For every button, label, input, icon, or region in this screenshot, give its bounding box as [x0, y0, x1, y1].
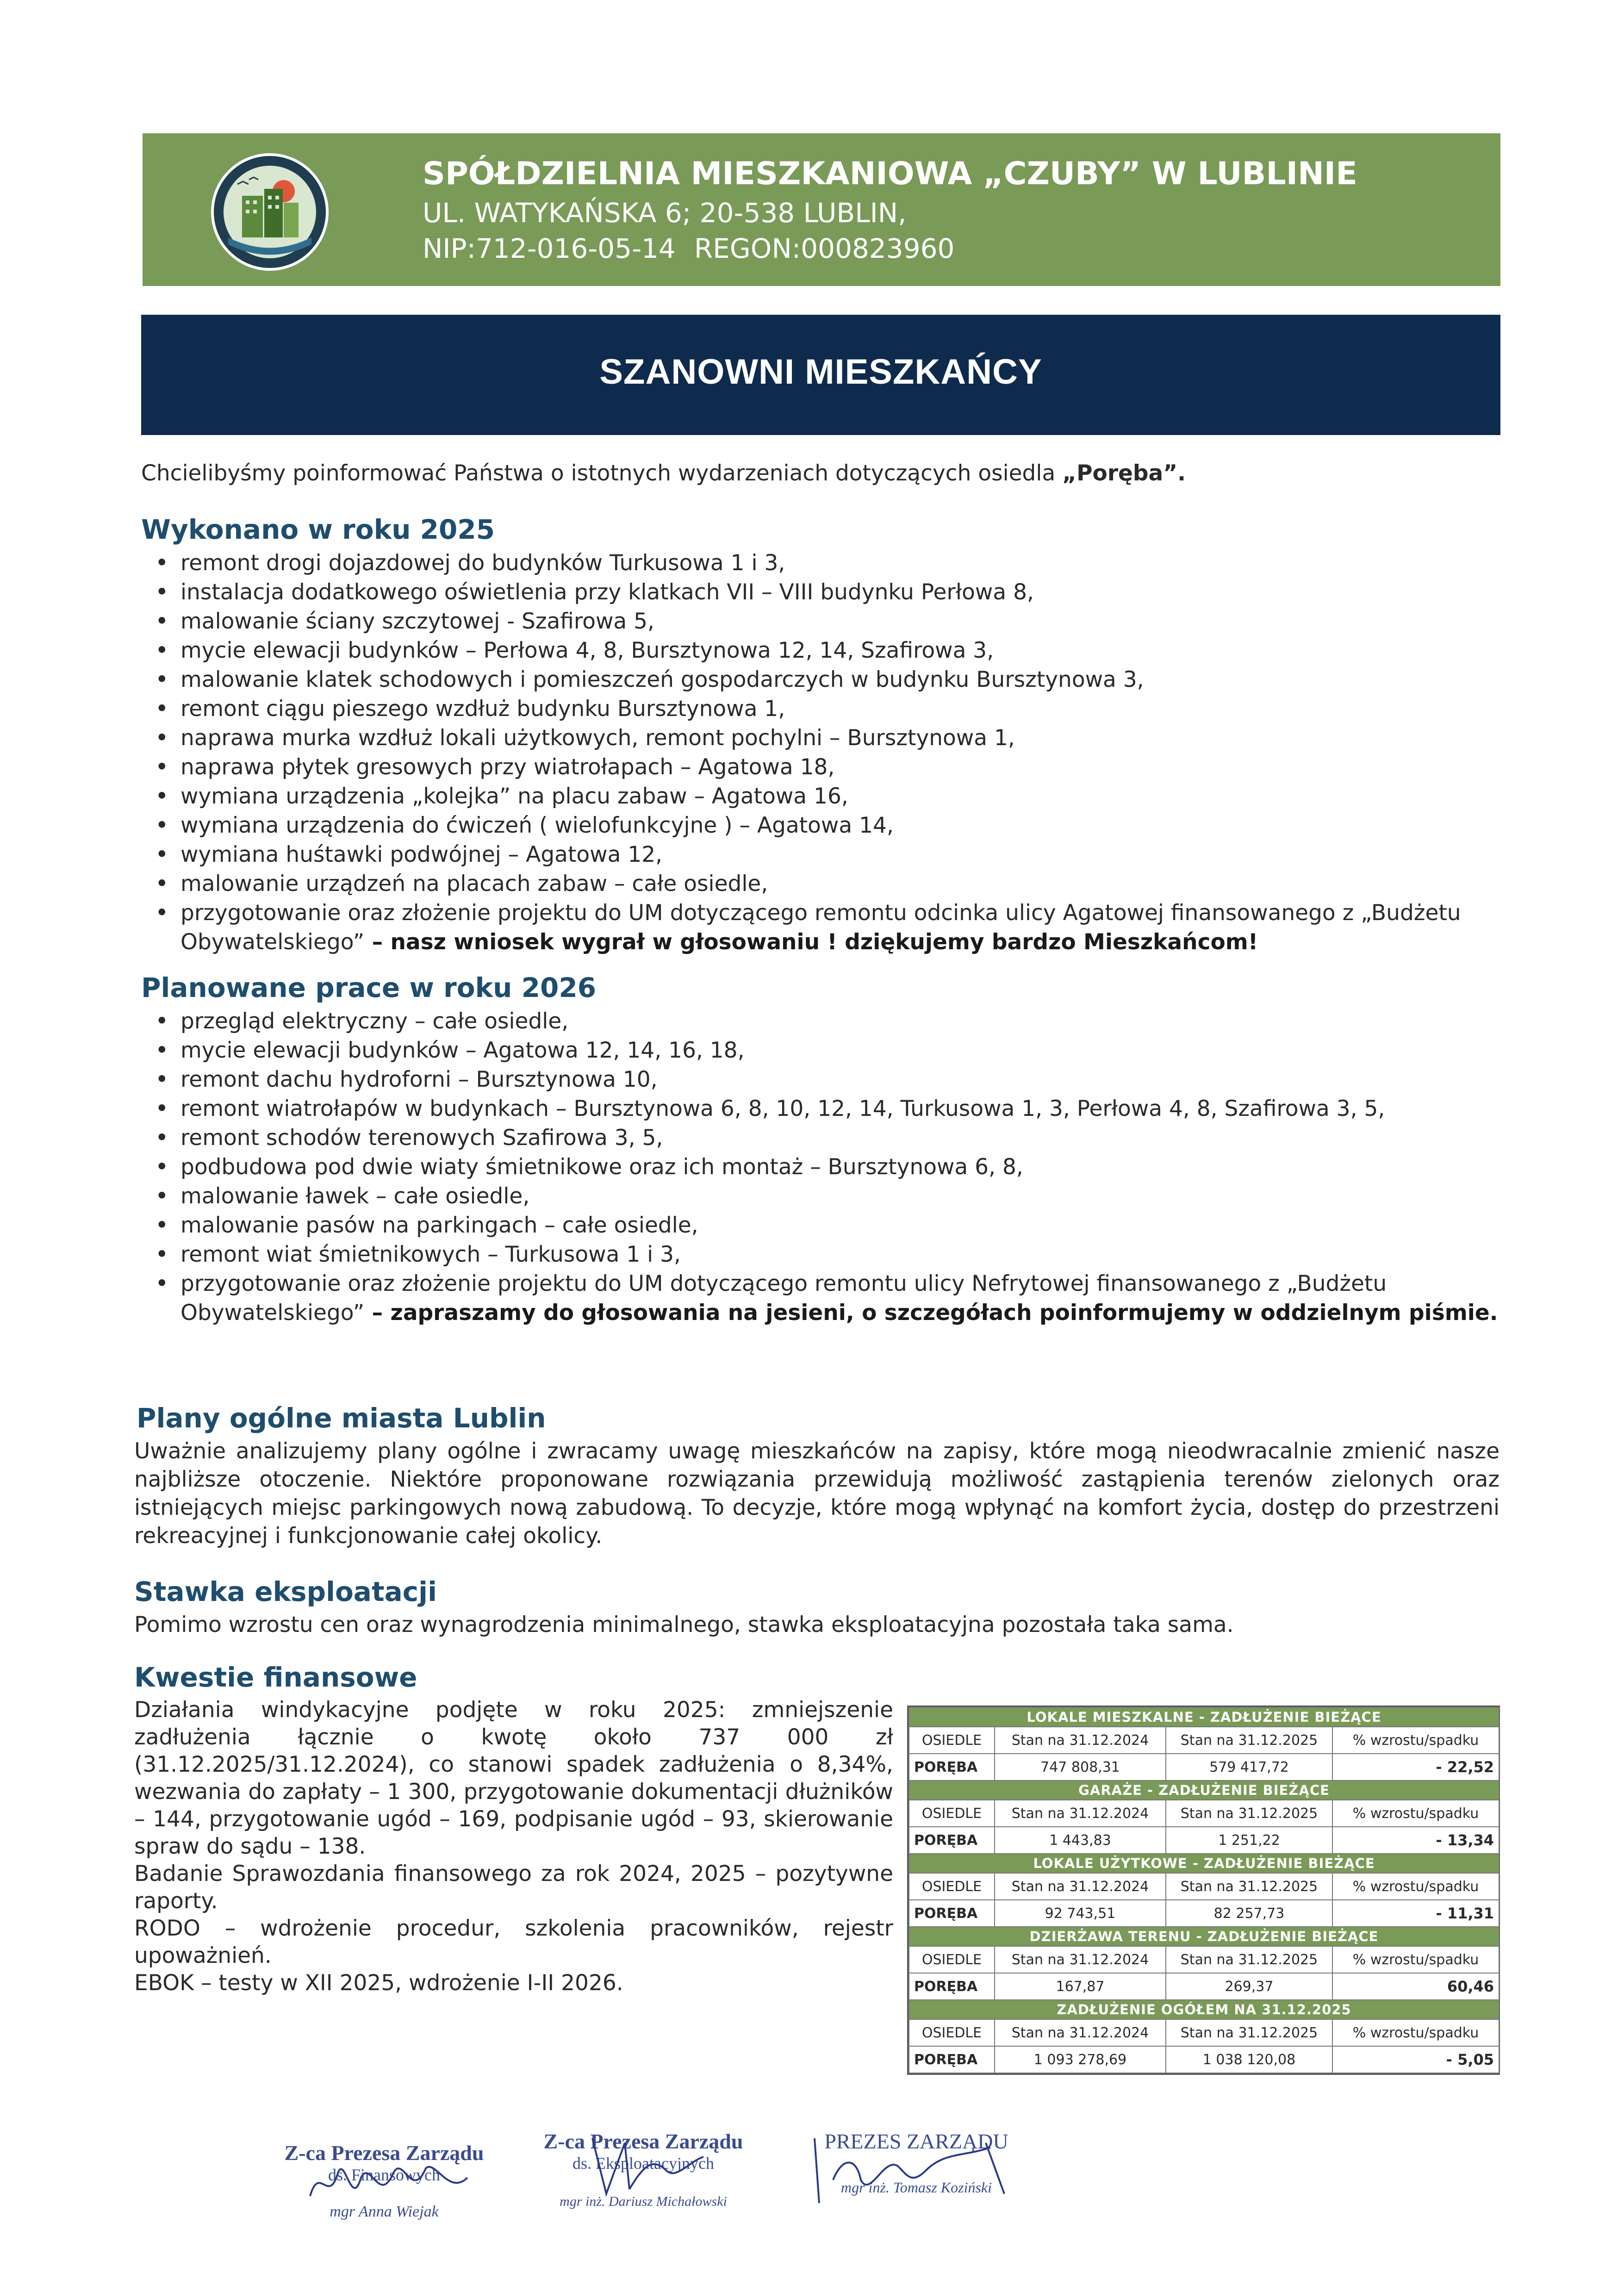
- value-2025: 579 417,72: [1166, 1754, 1332, 1781]
- intro-plain: Chcielibyśmy poinformować Państwa o istotnych wydarzeniach dotyczących osiedla: [141, 461, 1063, 486]
- done-2025-list: [141, 548, 1502, 957]
- list-item: • malowanie klatek schodowych i pomieszczeń gospodarczych w budynku Bursztynowa 3,: [141, 665, 1502, 694]
- list-item-text: przygotowanie oraz złożenie projektu do UM dotyczącego remontu ulicy Nefrytowej finansowanego z „Budżetu Obywatelskiego”: [180, 1271, 1387, 1326]
- column-header-2025: Stan na 31.12.2025: [1166, 2019, 1332, 2046]
- organization-header: [143, 133, 1500, 286]
- table-group-title: LOKALE MIESZKALNE - ZADŁUŻENIE BIEŻĄCE: [909, 1707, 1499, 1727]
- change-percent: - 13,34: [1332, 1827, 1499, 1854]
- title-banner: [141, 315, 1500, 435]
- banner-title: SZANOWNI MIESZKAŃCY: [599, 352, 1042, 392]
- column-header-2024: Stan na 31.12.2024: [995, 2019, 1166, 2046]
- signature-department: ds. Finansowych: [328, 2166, 440, 2184]
- rate-text: Pomimo wzrostu cen oraz wynagrodzenia minimalnego, stawka eksploatacyjna pozostała taka sama.: [134, 1612, 1234, 1637]
- list-item: [141, 1269, 1502, 1327]
- value-2024: 92 743,51: [995, 1900, 1166, 1927]
- column-header-2024: Stan na 31.12.2024: [995, 1946, 1166, 1973]
- list-item: • naprawa płytek gresowych przy wiatrołapach – Agatowa 18,: [141, 753, 1502, 782]
- list-item: • wymiana huśtawki podwójnej – Agatowa 12,: [141, 840, 1502, 869]
- list-item: • wymiana urządzenia „kolejka” na placu zabaw – Agatowa 16,: [141, 782, 1502, 811]
- organization-address: UL. WATYKAŃSKA 6; 20-538 LUBLIN,: [423, 197, 907, 229]
- change-percent: - 22,52: [1332, 1754, 1499, 1781]
- table-group-title: ZADŁUŻENIE OGÓŁEM NA 31.12.2025: [909, 2000, 1499, 2019]
- handwritten-signature-icon: [574, 2129, 713, 2203]
- section-title-finance: Kwestie finansowe: [134, 1662, 417, 1693]
- column-header-estate: OSIEDLE: [909, 2019, 995, 2046]
- signature-name: mgr inż. Dariusz Michałowski: [560, 2194, 727, 2209]
- column-header-change: % wzrostu/spadku: [1332, 1727, 1499, 1754]
- table-row: [909, 1754, 1499, 1781]
- finance-paragraph: EBOK – testy w XII 2025, wdrożenie I-II 2026.: [134, 1970, 623, 1996]
- column-header-2024: Stan na 31.12.2024: [995, 1873, 1166, 1900]
- column-header-estate: OSIEDLE: [909, 1800, 995, 1827]
- column-header-change: % wzrostu/spadku: [1332, 1946, 1499, 1973]
- table-group-title: LOKALE UŻYTKOWE - ZADŁUŻENIE BIEŻĄCE: [909, 1854, 1499, 1873]
- list-item: • podbudowa pod dwie wiaty śmietnikowe oraz ich montaż – Bursztynowa 6, 8,: [141, 1152, 1502, 1182]
- signature-role: Z-ca Prezesa Zarządu: [543, 2129, 743, 2153]
- table-row: [909, 1900, 1499, 1927]
- row-label: PORĘBA: [909, 1754, 995, 1781]
- value-2024: 747 808,31: [995, 1754, 1166, 1781]
- debt-table: [908, 1707, 1500, 2073]
- city-plans-text: Uważnie analizujemy plany ogólne i zwracamy uwagę mieszkańców na zapisy, które mogą nieodwracalnie zmienić nasze najbliższe otoczenie. Niektóre proponowane rozwiązania przewidują możliwość zastąpienia terenów zielonych oraz istniejących miejsc parkingowych nową zabudową. To decyzje, które mogą wpłynąć na komfort życia, dostęp do przestrzeni rekreacyjnej i funkcjonowanie całej okolicy.: [134, 1438, 1500, 1549]
- signature-department: ds. Eksploatacyjnych: [572, 2154, 714, 2173]
- signature-role: Z-ca Prezesa Zarządu: [284, 2141, 484, 2165]
- table-row: [909, 1973, 1499, 2000]
- list-item: • remont dachu hydroforni – Bursztynowa 10,: [141, 1065, 1502, 1094]
- table-group-title: DZIERŻAWA TERENU - ZADŁUŻENIE BIEŻĄCE: [909, 1927, 1499, 1946]
- list-item: • wymiana urządzenia do ćwiczeń ( wielofunkcyjne ) – Agatowa 14,: [141, 811, 1502, 840]
- intro-text: [141, 461, 1186, 486]
- list-item: • remont schodów terenowych Szafirowa 3, 5,: [141, 1123, 1502, 1152]
- list-item: • remont drogi dojazdowej do budynków Turkusowa 1 i 3,: [141, 548, 1502, 578]
- change-percent: 60,46: [1332, 1973, 1499, 2000]
- value-2024: 1 093 278,69: [995, 2046, 1166, 2073]
- table-row: [909, 1827, 1499, 1854]
- list-item: • malowanie urządzeń na placach zabaw – całe osiedle,: [141, 869, 1502, 898]
- column-header-change: % wzrostu/spadku: [1332, 2019, 1499, 2046]
- planned-2026-list: [141, 1007, 1502, 1327]
- signature-stamp-finance: [259, 2141, 509, 2221]
- row-label: PORĘBA: [909, 1973, 995, 2000]
- list-item: • remont wiat śmietnikowych – Turkusowa 1 i 3,: [141, 1240, 1502, 1269]
- nip-number: NIP:712-016-05-14: [423, 233, 676, 264]
- table-group-title: GARAŻE - ZADŁUŻENIE BIEŻĄCE: [909, 1781, 1499, 1800]
- column-header-estate: OSIEDLE: [909, 1727, 995, 1754]
- column-header-change: % wzrostu/spadku: [1332, 1873, 1499, 1900]
- signature-stamp-maintenance: [523, 2129, 764, 2210]
- handwritten-signature-icon: [805, 2129, 1018, 2208]
- list-item: • naprawa murka wzdłuż lokali użytkowych, remont pochylni – Bursztynowa 1,: [141, 723, 1502, 753]
- column-header-2025: Stan na 31.12.2025: [1166, 1873, 1332, 1900]
- change-percent: - 5,05: [1332, 2046, 1499, 2073]
- list-item: • mycie elewacji budynków – Perłowa 4, 8, Bursztynowa 12, 14, Szafirowa 3,: [141, 636, 1502, 665]
- section-title-rate: Stawka eksploatacji: [134, 1576, 437, 1607]
- finance-text: [134, 1696, 893, 1997]
- list-item-emphasis: – nasz wniosek wygrał w głosowaniu ! dziękujemy bardzo Mieszkańcom!: [364, 929, 1258, 955]
- column-header-change: % wzrostu/spadku: [1332, 1800, 1499, 1827]
- list-item: • malowanie pasów na parkingach – całe osiedle,: [141, 1211, 1502, 1240]
- organization-name: SPÓŁDZIELNIA MIESZKANIOWA „CZUBY” W LUBLINIE: [423, 156, 1357, 192]
- finance-paragraph: RODO – wdrożenie procedur, szkolenia pracowników, rejestr upoważnień.: [134, 1916, 893, 1968]
- list-item: • przegląd elektryczny – całe osiedle,: [141, 1007, 1502, 1036]
- list-item: • remont ciągu pieszego wzdłuż budynku Bursztynowa 1,: [141, 694, 1502, 723]
- value-2025: 1 038 120,08: [1166, 2046, 1332, 2073]
- change-percent: - 11,31: [1332, 1900, 1499, 1927]
- value-2025: 1 251,22: [1166, 1827, 1332, 1854]
- list-item-emphasis: – zapraszamy do głosowania na jesieni, o szczegółach poinformujemy w oddzielnym piśmie.: [364, 1300, 1498, 1326]
- section-title-done-2025: Wykonano w roku 2025: [141, 514, 495, 545]
- row-label: PORĘBA: [909, 1827, 995, 1854]
- column-header-estate: OSIEDLE: [909, 1946, 995, 1973]
- row-label: PORĘBA: [909, 2046, 995, 2073]
- column-header-2025: Stan na 31.12.2025: [1166, 1800, 1332, 1827]
- list-item: • malowanie ściany szczytowej - Szafirowa 5,: [141, 607, 1502, 636]
- value-2025: 269,37: [1166, 1973, 1332, 2000]
- column-header-estate: OSIEDLE: [909, 1873, 995, 1900]
- building-emblem-icon: [210, 152, 330, 272]
- column-header-2025: Stan na 31.12.2025: [1166, 1727, 1332, 1754]
- list-item-text: przygotowanie oraz złożenie projektu do UM dotyczącego remontu odcinka ulicy Agatowej finansowanego z „Budżetu Obywatelskiego”: [180, 900, 1461, 955]
- column-header-2025: Stan na 31.12.2025: [1166, 1946, 1332, 1973]
- signature-name: mgr Anna Wiejak: [330, 2203, 439, 2220]
- list-item: [141, 898, 1502, 957]
- value-2024: 167,87: [995, 1973, 1166, 2000]
- column-header-2024: Stan na 31.12.2024: [995, 1727, 1166, 1754]
- list-item: • malowanie ławek – całe osiedle,: [141, 1182, 1502, 1211]
- section-title-planned-2026: Planowane prace w roku 2026: [141, 972, 597, 1003]
- finance-paragraph: Działania windykacyjne podjęte w roku 2025: zmniejszenie zadłużenia łącznie o kwotę około 737 000 zł (31.12.2025/31.12.2024), co stanowi spadek zadłużenia o 8,34%, wezwania do zapłaty – 1 300, przygotowanie dokumentacji dłużników – 144, przygotowanie ugód – 169, podpisanie ugód – 93, skierowanie spraw do sądu – 138.: [134, 1697, 893, 1859]
- list-item: • remont wiatrołapów w budynkach – Bursztynowa 6, 8, 10, 12, 14, Turkusowa 1, 3, Perłowa 4, 8, Szafirowa 3, 5,: [141, 1094, 1502, 1123]
- organization-ids: [423, 233, 954, 264]
- list-item: • mycie elewacji budynków – Agatowa 12, 14, 16, 18,: [141, 1036, 1502, 1065]
- regon-number: REGON:000823960: [694, 233, 955, 264]
- row-label: PORĘBA: [909, 1900, 995, 1927]
- section-title-city-plans: Plany ogólne miasta Lublin: [137, 1402, 546, 1434]
- debt-tables: [907, 1706, 1500, 2075]
- signature-role: PREZES ZARZĄDU: [824, 2129, 1008, 2153]
- handwritten-signature-icon: [301, 2145, 486, 2215]
- signature-stamp-president: [787, 2129, 1046, 2196]
- intro-estate-name: „Poręba”.: [1062, 461, 1186, 486]
- finance-paragraph: Badanie Sprawozdania finansowego za rok 2024, 2025 – pozytywne raporty.: [134, 1861, 893, 1914]
- list-item: • instalacja dodatkowego oświetlenia przy klatkach VII – VIII budynku Perłowa 8,: [141, 578, 1502, 607]
- column-header-2024: Stan na 31.12.2024: [995, 1800, 1166, 1827]
- table-row: [909, 2046, 1499, 2073]
- value-2024: 1 443,83: [995, 1827, 1166, 1854]
- signature-name: mgr inż. Tomasz Koziński: [840, 2179, 992, 2196]
- value-2025: 82 257,73: [1166, 1900, 1332, 1927]
